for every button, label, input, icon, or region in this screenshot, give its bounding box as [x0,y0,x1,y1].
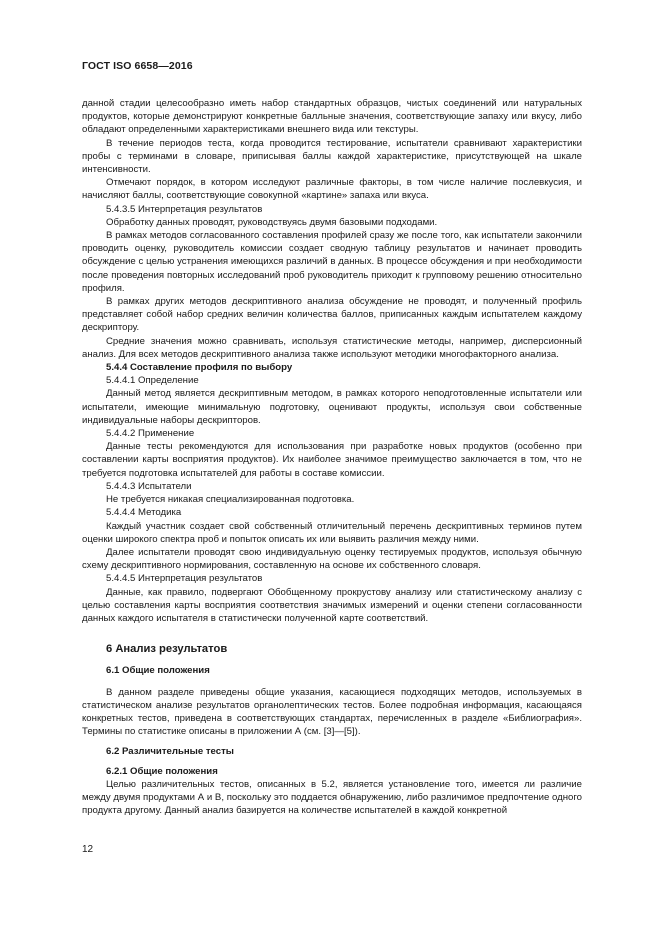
subsection-heading: 6.2.1 Общие положения [106,765,218,777]
clause-heading: 5.4.4.5 Интерпретация результатов [106,573,263,585]
page-body [82,97,582,817]
paragraph: Обработку данных проводят, руководствуясь двумя базовыми подходами. [106,216,438,228]
paragraph: Данные, как правило, подвергают Обобщенному прокрустову анализу или статистическому анализу с целью составления карты восприятия соответствия значимых измерений и оценки степени согласованности данных каждого испытателя в статистически полученной карте соответствий. [82,586,582,624]
clause-heading: 5.4.4.1 Определение [106,375,199,387]
paragraph: Целью различительных тестов, описанных в 5.2, является установление того, имеется ли различие между двумя продуктами А и В, поскольку это поддается обнаружению, либо различимое предпочтение одного продукта другому. Данный анализ базируется на количестве испытателей в каждой конкретной [82,778,582,817]
clause-heading: 5.4.4.2 Применение [106,428,195,440]
paragraph: В рамках методов согласованного составления профилей сразу же после того, как испытатели закончили проводить оценку, руководитель комиссии создает сводную таблицу результатов и начинает проводить обсуждение с целью устранения имеющихся различий в данных. В процессе обсуждения и при необходимости после проведения повторных исследований проб руководитель приходит к групповому решению относительно профиля. [82,230,582,294]
paragraph: В течение периодов теста, когда проводится тестирование, испытатели сравнивают характеристики пробы с терминами в словаре, приписывая баллы каждой характеристике, присутствующей на шкале интенсивности. [82,137,582,176]
page-header-title: ГОСТ ISO 6658—2016 [82,60,193,72]
paragraph: Не требуется никакая специализированная подготовка. [106,494,355,506]
subsection-heading: 6.1 Общие положения [106,665,210,677]
paragraph: Отмечают порядок, в котором исследуют различные факторы, в том числе наличие послевкусия, и начисляют баллы, соответствующие совокупной «картине» запаха или вкуса. [82,177,582,202]
paragraph: В данном разделе приведены общие указания, касающиеся подходящих методов, используемых в статистическом анализе результатов органолептических тестов. Более подробная информация, касающаяся конкретных тестов, приведена в соответствующих стандартах, перечисленных в разделе «Библиография». Термины по статистике описаны в приложении А (см. [3]—[5]). [82,686,582,738]
paragraph: данной стадии целесообразно иметь набор стандартных образцов, чистых соединений или натуральных продуктов, которые демонстрируют конкретные балльные значения, соответствующие запаху или вкусу, либо обладают определенными характеристиками внешнего вида или текстуры. [82,98,582,136]
paragraph: Средние значения можно сравнивать, используя статистические методы, например, дисперсионный анализ. Для всех методов дескриптивного анализа также используют методики многофакторного анализа. [82,335,582,360]
page-number: 12 [82,844,94,855]
clause-heading: 5.4.3.5 Интерпретация результатов [106,203,263,215]
clause-heading: 5.4.4.4 Методика [106,507,182,519]
subsection-heading: 6.2 Различительные тесты [106,746,234,758]
paragraph: В рамках других методов дескриптивного анализа обсуждение не проводят, и полученный профиль представляет собой набор средних величин количества баллов, приписанных каждым испытателем каждому дескриптору. [82,296,582,334]
section-heading: 6 Анализ результатов [106,643,228,656]
paragraph: Каждый участник создает свой собственный отличительный перечень дескриптивных терминов путем оценки широкого спектра проб и попыток описать их или выявить различия между ними. [82,520,582,545]
paragraph: Далее испытатели проводят свою индивидуальную оценку тестируемых продуктов, используя обычную схему дескриптивного нормирования, составленную на основе их собственного словаря. [82,546,582,572]
paragraph: Данный метод является дескриптивным методом, в рамках которого неподготовленные испытатели или испытатели, имеющие минимальную подготовку, оценивают продукты, используя свои собственные индивидуальные наборы дескрипторов. [82,388,582,426]
subsection-heading: 5.4.4 Составление профиля по выбору [106,362,293,374]
paragraph: Данные тесты рекомендуются для использования при разработке новых продуктов (особенно при составлении карты восприятия продуктов). Их наиболее значимое преимущество заключается в том, что не требуется подготовка испытателей для работы в составе комиссии. [82,441,582,479]
clause-heading: 5.4.4.3 Испытатели [106,480,192,492]
